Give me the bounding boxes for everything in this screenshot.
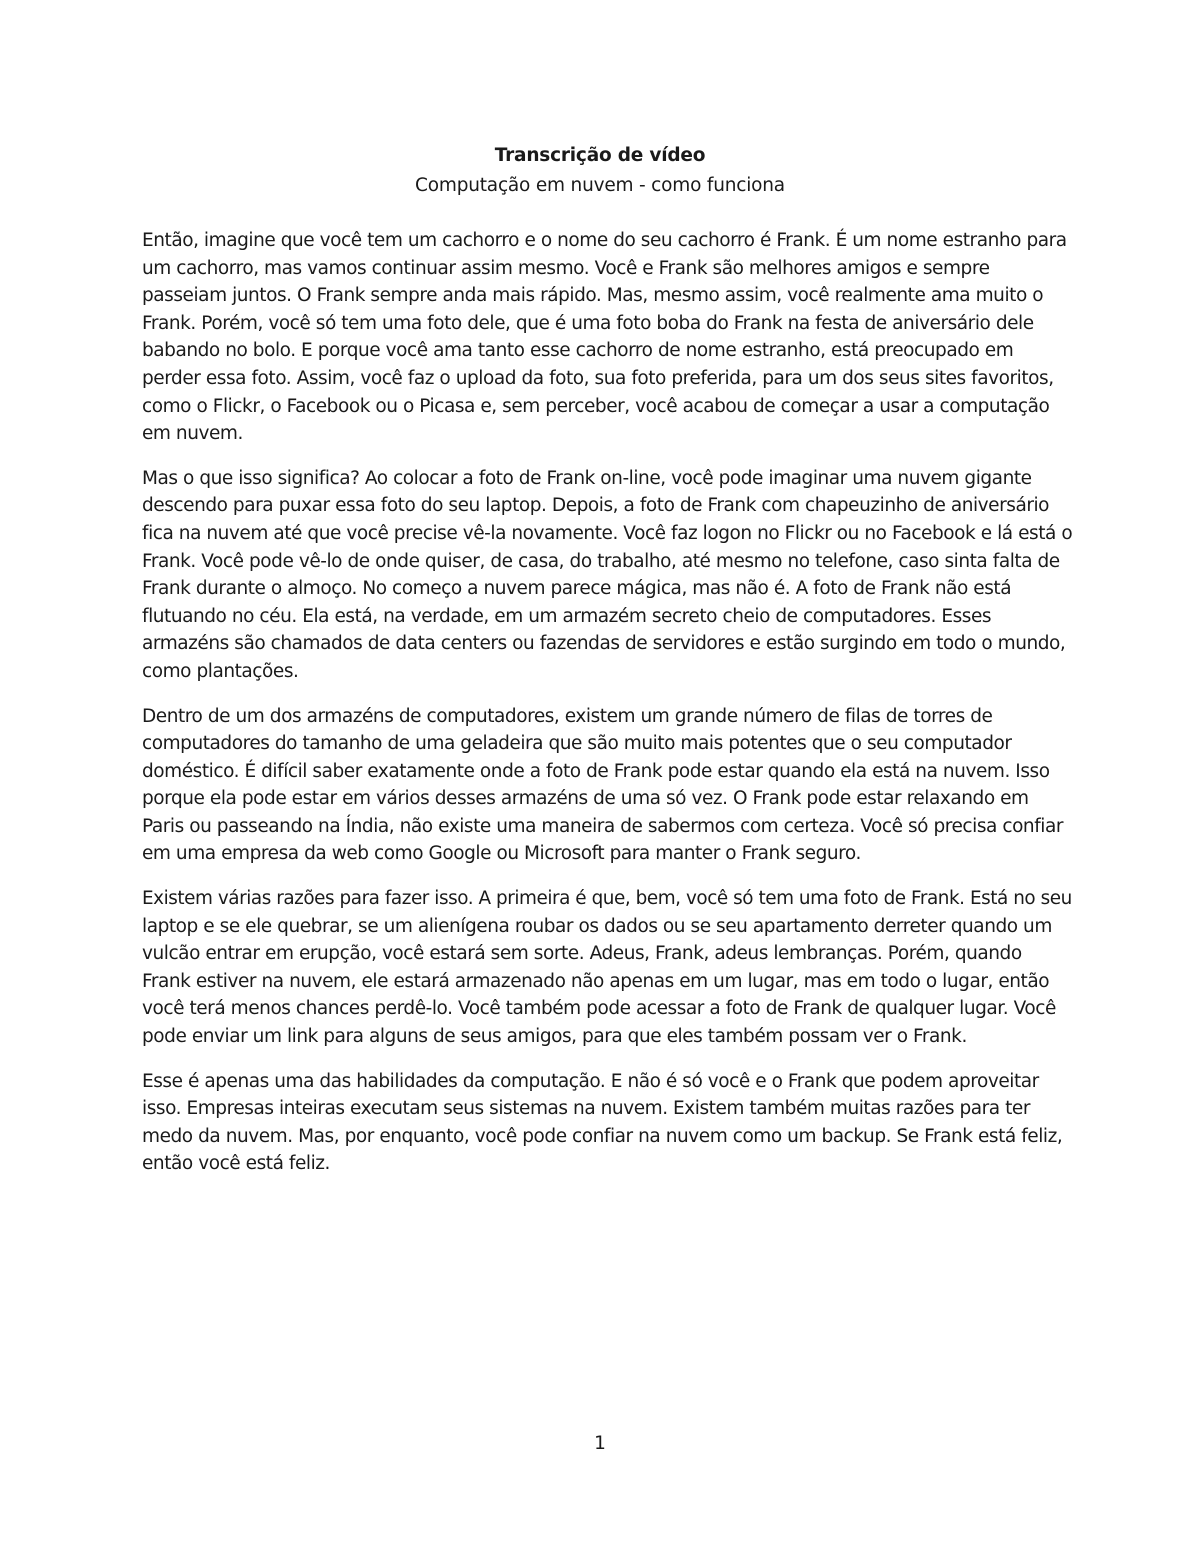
paragraph-5 bbox=[142, 1068, 1072, 1178]
paragraph-3 bbox=[142, 703, 1072, 869]
text-line: vulcão entrar em erupção, você estará sem sorte. Adeus, Frank, adeus lembranças. Porém, quando bbox=[142, 943, 1022, 965]
document-title: Transcrição de vídeo bbox=[494, 145, 706, 166]
document-subtitle: Computação em nuvem - como funciona bbox=[415, 175, 785, 196]
text-line: flutuando no céu. Ela está, na verdade, em um armazém secreto cheio de computadores. Esses bbox=[142, 605, 992, 627]
page-number: 1 bbox=[594, 1433, 606, 1454]
text-line: Esse é apenas uma das habilidades da computação. E não é só você e o Frank que podem aproveitar bbox=[142, 1070, 1039, 1092]
text-line: babando no bolo. E porque você ama tanto esse cachorro de nome estranho, está preocupado em bbox=[142, 340, 1014, 362]
text-line: computadores do tamanho de uma geladeira que são muito mais potentes que o seu computador bbox=[142, 733, 1012, 755]
text-line: perder essa foto. Assim, você faz o upload da foto, sua foto preferida, para um dos seus sites favoritos, bbox=[142, 367, 1054, 389]
text-line: Mas o que isso significa? Ao colocar a foto de Frank on-line, você pode imaginar uma nuvem gigante bbox=[142, 467, 1032, 489]
text-line: Dentro de um dos armazéns de computadores, existem um grande número de filas de torres de bbox=[142, 705, 993, 727]
text-line: como o Flickr, o Facebook ou o Picasa e, sem perceber, você acabou de começar a usar a computação bbox=[142, 395, 1050, 417]
text-line: você terá menos chances perdê-lo. Você também pode acessar a foto de Frank de qualquer lugar. Você bbox=[142, 998, 1056, 1020]
text-line: em uma empresa da web como Google ou Microsoft para manter o Frank seguro. bbox=[142, 843, 861, 865]
text-line: doméstico. É difícil saber exatamente onde a foto de Frank pode estar quando ela está na nuvem. Isso bbox=[142, 760, 1050, 782]
paragraph-4 bbox=[142, 885, 1072, 1051]
text-line: Existem várias razões para fazer isso. A primeira é que, bem, você só tem uma foto de Frank. Está no seu bbox=[142, 888, 1072, 910]
text-line: então você está feliz. bbox=[142, 1153, 330, 1175]
paragraph-2 bbox=[142, 465, 1072, 686]
text-line: laptop e se ele quebrar, se um alienígena roubar os dados ou se seu apartamento derreter quando um bbox=[142, 915, 1052, 937]
text-line: em nuvem. bbox=[142, 423, 243, 445]
text-line: armazéns são chamados de data centers ou fazendas de servidores e estão surgindo em todo o mundo, bbox=[142, 633, 1066, 655]
document-body bbox=[142, 227, 1072, 1195]
text-line: Então, imagine que você tem um cachorro e o nome do seu cachorro é Frank. É um nome estranho para bbox=[142, 230, 1067, 251]
text-line: pode enviar um link para alguns de seus amigos, para que eles também possam ver o Frank. bbox=[142, 1026, 967, 1048]
text-line: Frank. Porém, você só tem uma foto dele, que é uma foto boba do Frank na festa de aniversário dele bbox=[142, 312, 1034, 334]
text-line: passeiam juntos. O Frank sempre anda mais rápido. Mas, mesmo assim, você realmente ama muito o bbox=[142, 285, 1044, 307]
text-line: um cachorro, mas vamos continuar assim mesmo. Você e Frank são melhores amigos e sempre bbox=[142, 257, 990, 279]
text-line: Frank durante o almoço. No começo a nuvem parece mágica, mas não é. A foto de Frank não está bbox=[142, 578, 1012, 600]
text-line: medo da nuvem. Mas, por enquanto, você pode confiar na nuvem como um backup. Se Frank está feliz, bbox=[142, 1125, 1063, 1147]
text-line: Frank estiver na nuvem, ele estará armazenado não apenas em um lugar, mas em todo o lugar, então bbox=[142, 970, 1050, 992]
paragraph-1 bbox=[142, 227, 1072, 448]
text-line: fica na nuvem até que você precise vê-la novamente. Você faz logon no Flickr ou no Facebook e lá está o bbox=[142, 522, 1073, 544]
text-line: isso. Empresas inteiras executam seus sistemas na nuvem. Existem também muitas razões para ter bbox=[142, 1098, 1031, 1120]
text-line: descendo para puxar essa foto do seu laptop. Depois, a foto de Frank com chapeuzinho de aniversário bbox=[142, 495, 1050, 517]
text-line: Frank. Você pode vê-lo de onde quiser, de casa, do trabalho, até mesmo no telefone, caso sinta falta de bbox=[142, 550, 1060, 572]
text-line: Paris ou passeando na Índia, não existe uma maneira de sabermos com certeza. Você só precisa confiar bbox=[142, 815, 1064, 837]
text-line: como plantações. bbox=[142, 660, 299, 682]
text-line: porque ela pode estar em vários desses armazéns de uma só vez. O Frank pode estar relaxando em bbox=[142, 788, 1029, 810]
